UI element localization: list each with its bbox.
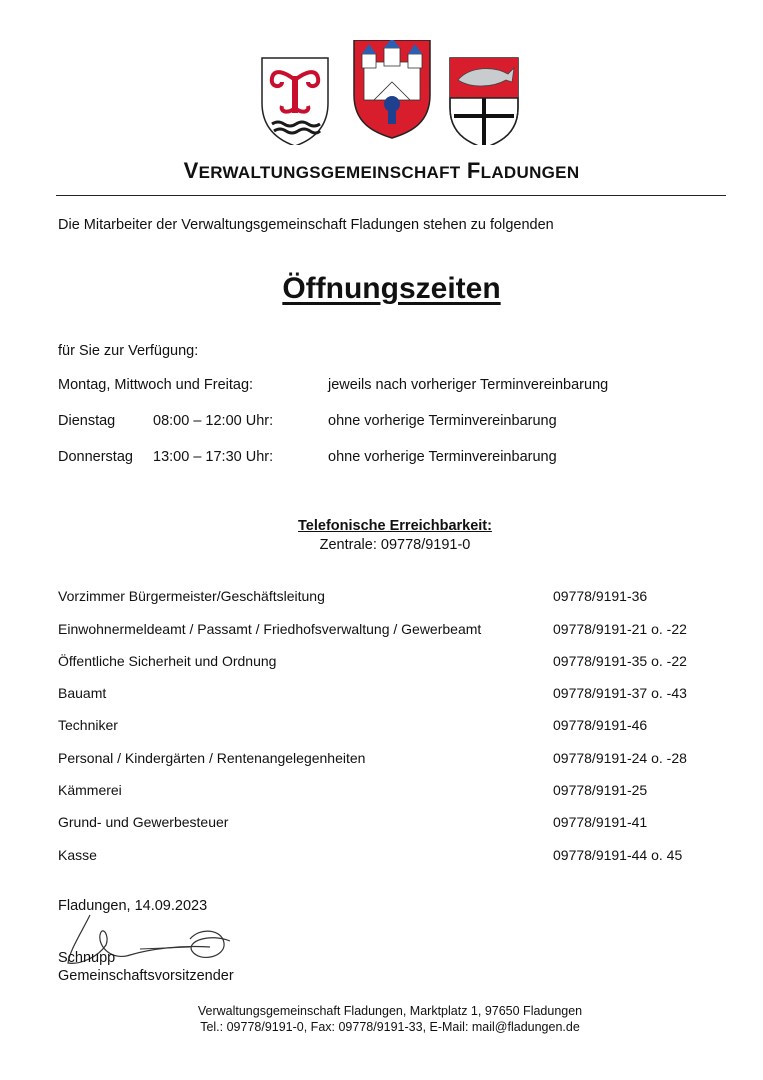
signer-name: Schnupp <box>58 950 116 966</box>
phone-central: Zentrale: 09778/9191-0 <box>319 537 471 553</box>
department-name: Kasse <box>58 847 97 863</box>
department-name: Grund- und Gewerbesteuer <box>58 814 229 830</box>
department-number: 09778/9191-44 o. 45 <box>553 847 683 863</box>
page-heading: Öffnungszeiten <box>282 272 501 305</box>
department-name: Kämmerei <box>58 782 122 798</box>
footer-contact: Tel.: 09778/9191-0, Fax: 09778/9191-33, E-Mail: mail@fladungen.de <box>200 1020 580 1034</box>
department-number: 09778/9191-37 o. -43 <box>553 685 687 701</box>
department-name: Vorzimmer Bürgermeister/Geschäftsleitung <box>58 588 325 604</box>
hours-note: ohne vorherige Terminvereinbarung <box>328 413 557 429</box>
phone-heading: Telefonische Erreichbarkeit: <box>298 518 492 534</box>
directory-row <box>58 750 738 770</box>
department-name: Personal / Kindergärten / Rentenangelegenheiten <box>58 750 366 766</box>
department-name: Bauamt <box>58 685 107 701</box>
department-name: Öffentliche Sicherheit und Ordnung <box>58 653 277 669</box>
intro-text: Die Mitarbeiter der Verwaltungsgemeinschaft Fladungen stehen zu folgenden <box>58 217 554 233</box>
hours-time: 08:00 – 12:00 Uhr: <box>153 413 274 429</box>
hours-row <box>58 377 718 399</box>
department-number: 09778/9191-25 <box>553 782 648 798</box>
signer-role: Gemeinschaftsvorsitzender <box>58 968 234 984</box>
department-number: 09778/9191-41 <box>553 814 648 830</box>
availability-text: für Sie zur Verfügung: <box>58 343 199 359</box>
department-number: 09778/9191-21 o. -22 <box>553 621 687 637</box>
hours-days: Donnerstag <box>58 449 133 465</box>
directory-row <box>58 814 738 834</box>
directory-row <box>58 847 738 867</box>
directory-row <box>58 782 738 802</box>
hours-days: Dienstag <box>58 413 116 429</box>
directory-row <box>58 621 738 641</box>
coat-of-arms-center <box>354 40 430 138</box>
footer-address: Verwaltungsgemeinschaft Fladungen, Marktplatz 1, 97650 Fladungen <box>197 1004 583 1018</box>
header-divider <box>56 195 726 196</box>
coat-of-arms-row <box>258 40 528 145</box>
hours-time: 13:00 – 17:30 Uhr: <box>153 449 274 465</box>
department-name: Techniker <box>58 717 118 733</box>
hours-row <box>58 413 718 435</box>
department-number: 09778/9191-46 <box>553 717 648 733</box>
place-date: Fladungen, 14.09.2023 <box>58 898 208 914</box>
directory-row <box>58 653 738 673</box>
department-number: 09778/9191-36 <box>553 588 648 604</box>
department-number: 09778/9191-24 o. -28 <box>553 750 687 766</box>
hours-note: jeweils nach vorheriger Terminvereinbarung <box>328 377 609 393</box>
department-name: Einwohnermeldeamt / Passamt / Friedhofsverwaltung / Gewerbeamt <box>58 621 482 637</box>
hours-row <box>58 449 718 471</box>
coat-of-arms-left <box>262 58 328 145</box>
coat-of-arms-right <box>450 58 518 145</box>
directory-row <box>58 717 738 737</box>
directory-row <box>58 685 738 705</box>
directory-row <box>58 588 738 608</box>
hours-days: Montag, Mittwoch und Freitag: <box>58 377 254 393</box>
organization-title: VERWALTUNGSGEMEINSCHAFT FLADUNGEN <box>183 158 580 183</box>
hours-note: ohne vorherige Terminvereinbarung <box>328 449 557 465</box>
department-number: 09778/9191-35 o. -22 <box>553 653 687 669</box>
